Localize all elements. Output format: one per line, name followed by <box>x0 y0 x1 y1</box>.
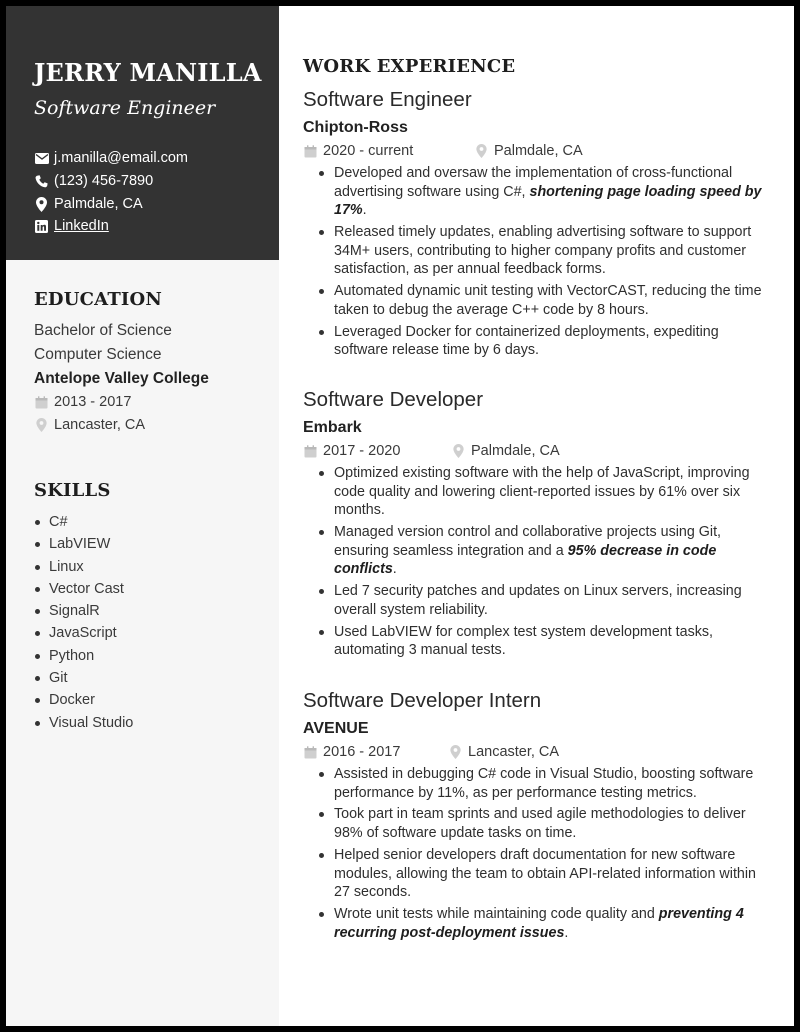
map-pin-icon <box>448 745 462 759</box>
degree-text: Bachelor of Science <box>34 322 172 339</box>
skill-item: JavaScript <box>34 622 133 644</box>
skill-item: Visual Studio <box>34 712 133 734</box>
left-column <box>6 6 279 1026</box>
bullet-item: Released timely updates, enabling advertising software to support 34M+ users, contributing to higher company profits and customer satisfaction, as per annual feedback forms. <box>334 223 774 279</box>
skill-item: Linux <box>34 556 133 578</box>
bullet-item: Managed version control and collaborative projects using Git, ensuring seamless integration and a 95% decrease in code conflicts. <box>334 523 774 579</box>
education-heading: EDUCATION <box>34 289 163 310</box>
contact-location <box>34 196 143 212</box>
location-text: Palmdale, CA <box>54 196 143 212</box>
skill-item: Git <box>34 667 133 689</box>
skills-list <box>34 511 133 734</box>
skill-item: Vector Cast <box>34 578 133 600</box>
job-bullets <box>334 164 774 363</box>
skill-item: C# <box>34 511 133 533</box>
job-dates-text: 2016 - 2017 <box>323 744 401 760</box>
company-name: Embark <box>303 419 362 436</box>
job-dates-text: 2020 - current <box>323 143 414 159</box>
calendar-icon <box>303 144 317 158</box>
bullet-item: Automated dynamic unit testing with VectorCAST, reducing the time taken to debug the average C++ code by 8 hours. <box>334 282 774 319</box>
resume-page <box>6 6 794 1026</box>
bullet-item: Took part in team sprints and used agile methodologies to deliver 98% of software update tasks on time. <box>334 805 774 842</box>
bullet-item: Used LabVIEW for complex test system development tasks, automating 3 manual tests. <box>334 623 774 660</box>
job-dates <box>303 443 400 459</box>
work-heading: WORK EXPERIENCE <box>303 56 516 77</box>
map-pin-icon <box>451 444 465 458</box>
email-text: j.manilla@email.com <box>54 150 188 166</box>
job-bullets <box>334 765 774 946</box>
job-title: Software Engineer <box>303 88 472 111</box>
field-text: Computer Science <box>34 346 162 363</box>
calendar-icon <box>303 745 317 759</box>
job-location <box>474 143 583 159</box>
calendar-icon <box>303 444 317 458</box>
education-dates <box>34 394 131 410</box>
phone-text: (123) 456-7890 <box>54 173 154 189</box>
skill-item: Python <box>34 645 133 667</box>
skills-heading: SKILLS <box>34 480 111 501</box>
skill-item: LabVIEW <box>34 533 133 555</box>
job-title: Software Developer <box>303 388 484 411</box>
bullet-item: Helped senior developers draft documentation for new software modules, allowing the team to obtain API-related information within 27 seconds. <box>334 846 774 902</box>
job-bullets <box>334 464 774 663</box>
bullet-item: Wrote unit tests while maintaining code quality and preventing 4 recurring post-deployment issues. <box>334 905 774 942</box>
education-location-text: Lancaster, CA <box>54 417 146 433</box>
candidate-name: JERRY MANILLA <box>34 58 262 87</box>
job-dates <box>303 744 400 760</box>
company-name: AVENUE <box>303 720 369 737</box>
map-pin-icon <box>474 144 488 158</box>
school-name: Antelope Valley College <box>34 370 209 387</box>
job-dates <box>303 143 413 159</box>
calendar-icon <box>34 395 48 409</box>
header-box <box>6 6 279 260</box>
envelope-icon <box>34 151 49 166</box>
contact-linkedin[interactable] <box>34 218 109 234</box>
map-pin-icon <box>34 418 48 432</box>
phone-icon <box>34 174 49 189</box>
education-location <box>34 417 145 433</box>
bullet-item: Assisted in debugging C# code in Visual Studio, boosting software performance by 11%, as per performance testing metrics. <box>334 765 774 802</box>
job-location <box>448 744 559 760</box>
company-name: Chipton-Ross <box>303 119 408 136</box>
candidate-title: Software Engineer <box>34 97 216 119</box>
bullet-item: Led 7 security patches and updates on Linux servers, increasing overall system reliability. <box>334 582 774 619</box>
skill-item: SignalR <box>34 600 133 622</box>
bullet-item: Leveraged Docker for containerized deployments, expediting software release time by 6 days. <box>334 323 774 360</box>
job-dates-text: 2017 - 2020 <box>323 443 401 459</box>
job-title: Software Developer Intern <box>303 689 542 712</box>
job-location-text: Palmdale, CA <box>494 143 583 159</box>
contact-email <box>34 150 188 166</box>
map-pin-icon <box>34 197 49 212</box>
bullet-item: Optimized existing software with the help of JavaScript, improving code quality and lowering client-reported issues by 61% over six months. <box>334 464 774 520</box>
linkedin-icon <box>34 219 49 234</box>
skill-item: Docker <box>34 689 133 711</box>
bullet-item: Developed and oversaw the implementation of cross-functional advertising software using C#, shortening page loading speed by 17%. <box>334 164 774 220</box>
contact-phone <box>34 173 153 189</box>
education-dates-text: 2013 - 2017 <box>54 394 132 410</box>
job-location <box>451 443 560 459</box>
job-location-text: Lancaster, CA <box>468 744 560 760</box>
linkedin-link[interactable]: LinkedIn <box>54 218 109 234</box>
job-location-text: Palmdale, CA <box>471 443 560 459</box>
